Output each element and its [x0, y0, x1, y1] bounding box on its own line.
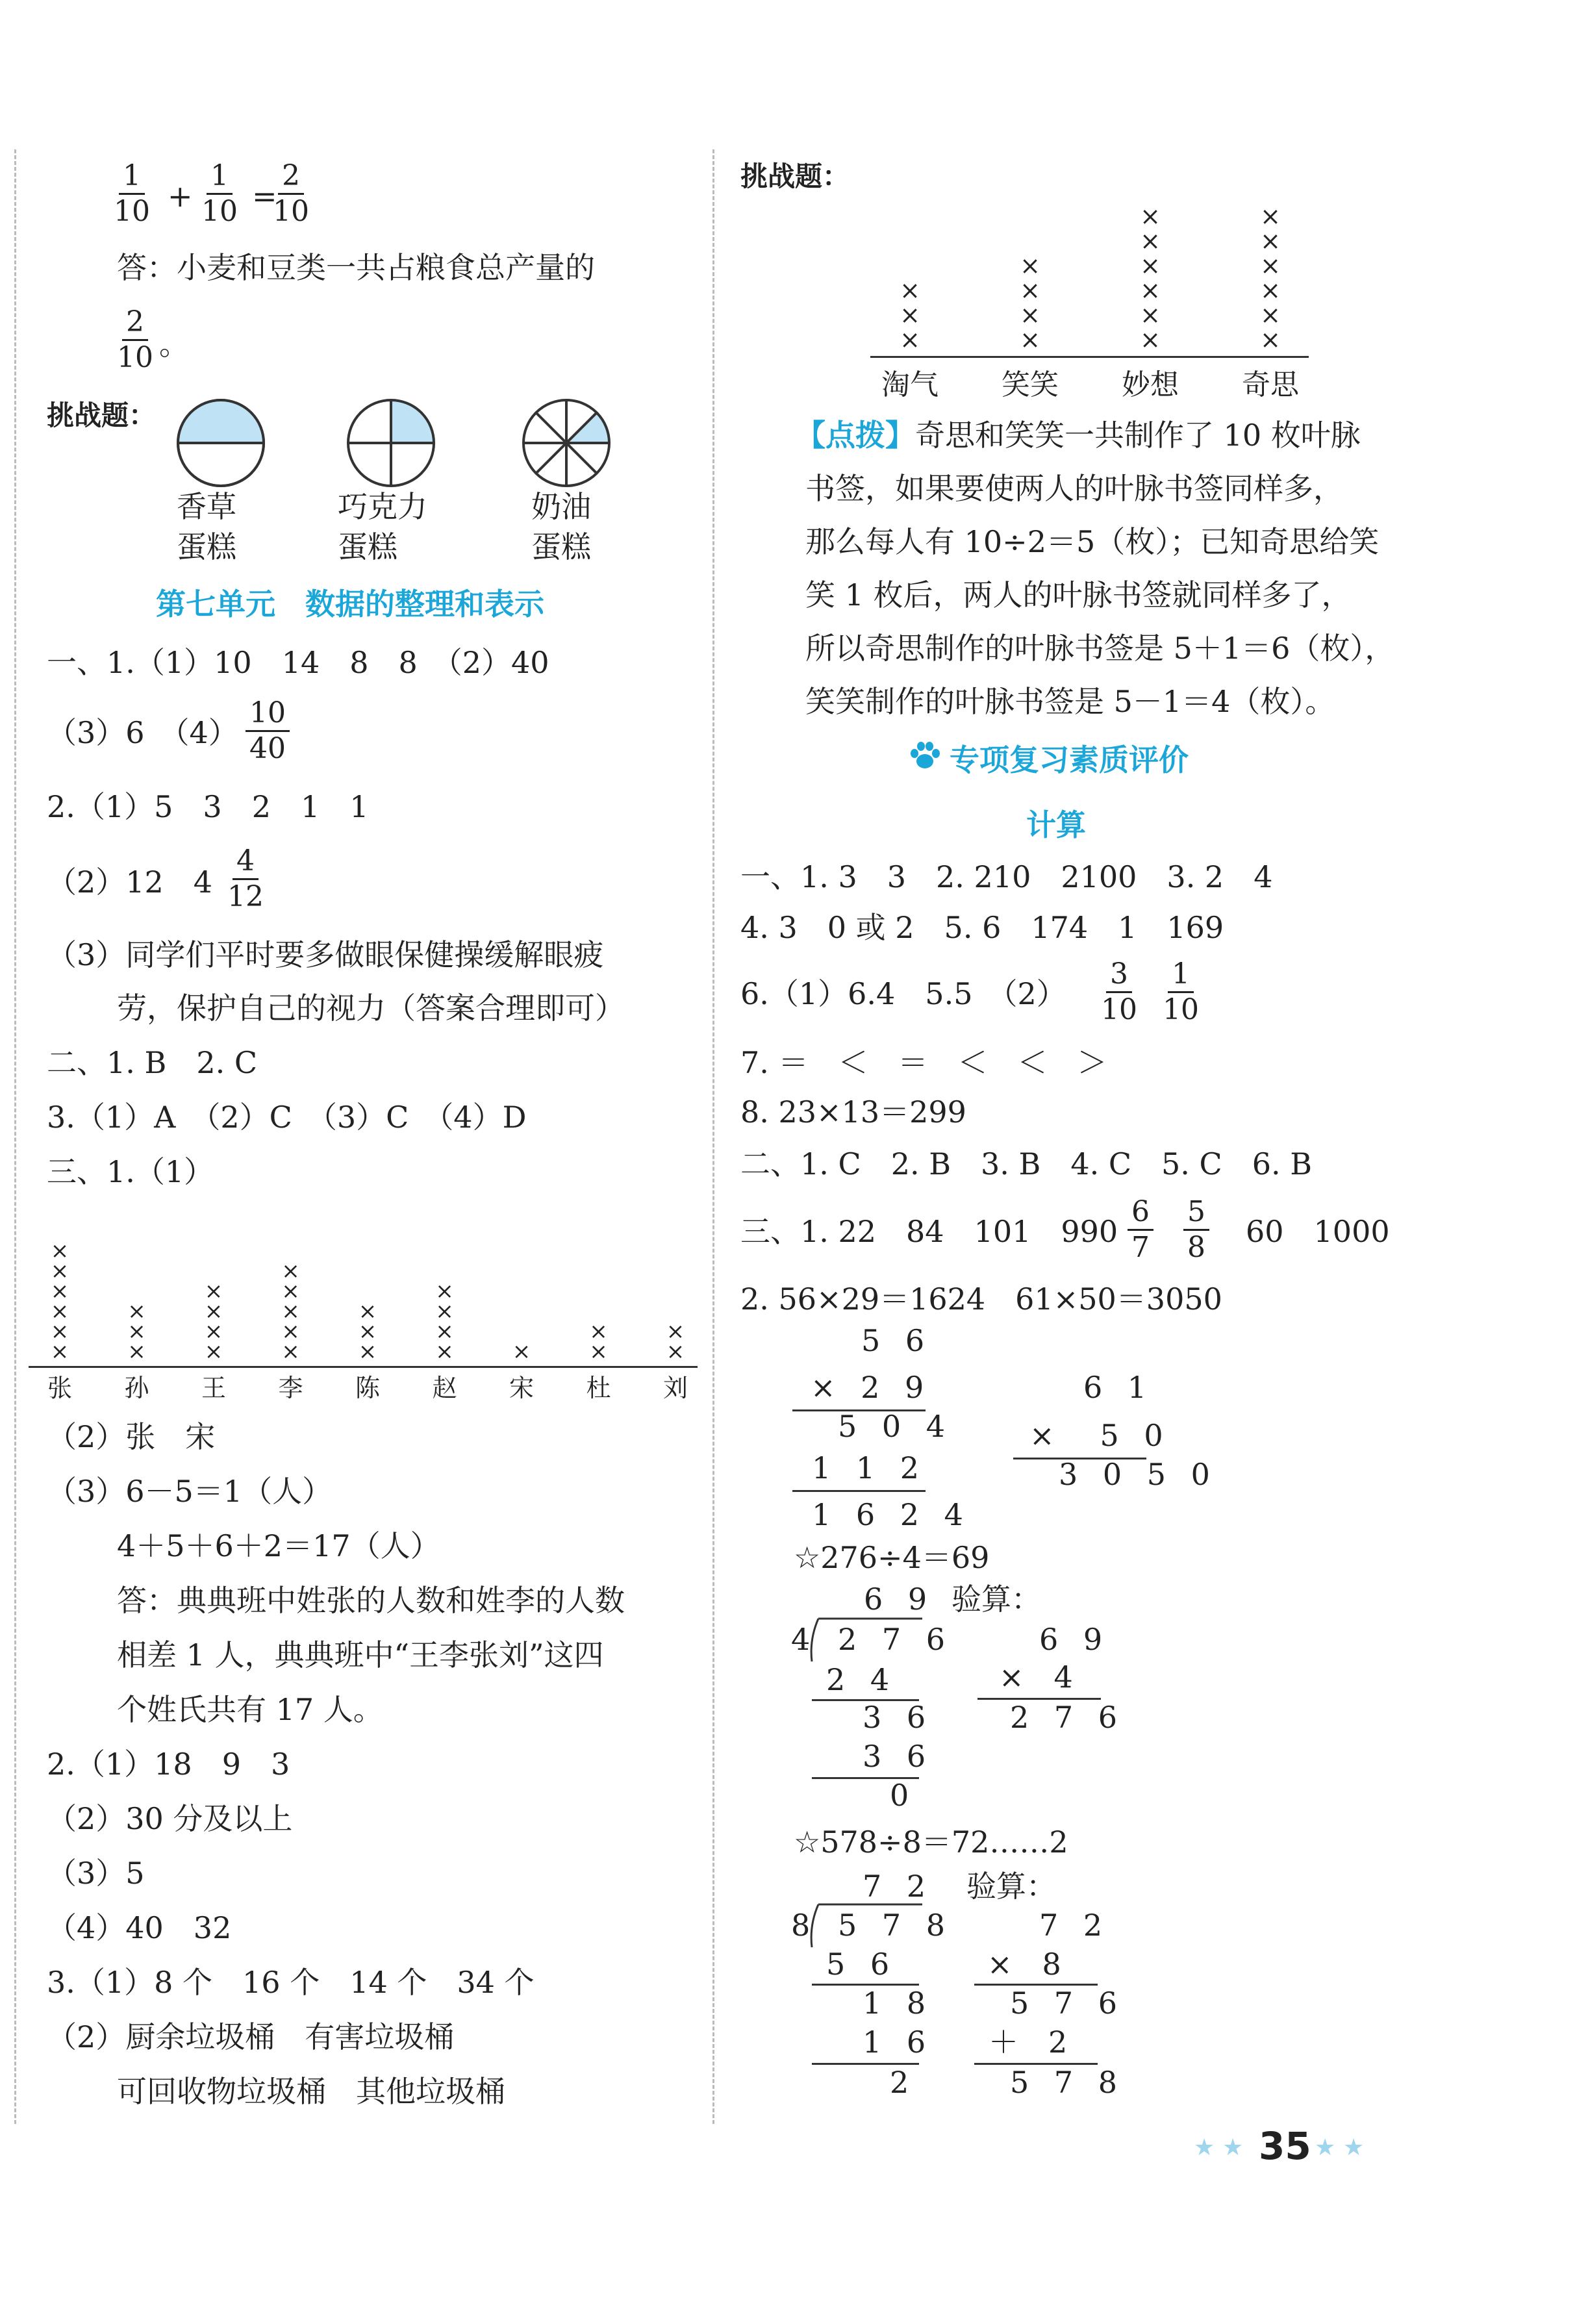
tally-column [278, 1258, 304, 1365]
answer-line: 一、1.（1）10 14 8 8 （2）40 [47, 645, 549, 680]
tally-mark: × [50, 1339, 69, 1365]
hint-line: 笑 1 枚后，两人的叶脉书签就同样多了， [805, 577, 1352, 613]
answer-line: （2）30 分及以上 [47, 1801, 293, 1836]
tally-column [662, 1319, 688, 1365]
check-label: 验算： [952, 1582, 1041, 1617]
answer-fraction: $\frac{10}{40}$ [246, 696, 290, 766]
tally-mark: × [281, 1258, 300, 1284]
tally-category-label: 妙想 [1122, 368, 1179, 401]
answer-line: 答：典典班中姓张的人数和姓李的人数 [117, 1583, 625, 1618]
star-icon: ★ [1222, 2134, 1244, 2161]
answer-fraction: $\frac{2}{10}$ [117, 305, 153, 374]
tally-category-label: 张 [47, 1374, 73, 1402]
tally-mark: × [281, 1319, 300, 1345]
tally-mark: × [204, 1298, 223, 1324]
left-margin-line [14, 149, 16, 2124]
tally-mark: × [204, 1319, 223, 1345]
tally-mark: × [1260, 301, 1281, 329]
check-label: 验算： [966, 1869, 1056, 1904]
answer-text: 答：小麦和豆类一共占粮食总产量的 [117, 250, 595, 285]
hint-line: 笑笑制作的叶脉书签是 5－1＝4（枚）。 [805, 684, 1335, 719]
tally-mark: × [1020, 276, 1040, 305]
hint-tag: 【点拨】 [796, 418, 915, 453]
answer-line: 二、1. C 2. B 3. B 4. C 5. C 6. B [740, 1146, 1313, 1181]
answer-line: （4）40 32 [47, 1910, 232, 1945]
fraction: $\frac{1}{10}$ [114, 159, 150, 228]
cake-label: 蛋糕 [531, 529, 591, 564]
tally-mark: × [1140, 325, 1161, 354]
answer-fraction: $\frac{3}{10}$ [1101, 957, 1137, 1026]
cake-label: 巧克力 [338, 489, 427, 524]
answer-line: 2.（1）18 9 3 [47, 1747, 290, 1782]
tally-column [124, 1298, 150, 1365]
answer-line: （3）同学们平时要多做眼保健操缓解眼疲 [47, 937, 604, 972]
answer-line: 7. ＝ ＜ ＝ ＜ ＜ ＞ [740, 1045, 1107, 1080]
tally-mark: × [900, 325, 920, 354]
answer-line: 2. 56×29＝1624 61×50＝3050 [740, 1282, 1222, 1317]
page-number: 35 [1259, 2124, 1311, 2168]
answer-line: （2）厨余垃圾桶 有害垃圾桶 [47, 2019, 455, 2054]
tally-mark: × [900, 301, 920, 329]
answer-line: 一、1. 3 3 2. 210 2100 3. 2 4 [740, 859, 1273, 894]
cake-label: 蛋糕 [338, 529, 397, 564]
tally-mark: × [50, 1298, 69, 1324]
answer-line: 4＋5＋6＋2＝17（人） [117, 1528, 440, 1563]
answer-line: （3）6－5＝1（人） [47, 1474, 333, 1509]
division-equation: ☆276÷4＝69 [794, 1540, 990, 1575]
answer-line: 三、1. 22 84 101 990 [740, 1214, 1118, 1249]
tally-category-label: 王 [201, 1374, 227, 1402]
tally-category-label: 刘 [663, 1374, 688, 1402]
answer-line: 可回收物垃圾桶 其他垃圾桶 [117, 2074, 505, 2109]
tally-mark: × [50, 1258, 69, 1284]
tally-category-label: 奇思 [1242, 368, 1299, 401]
tally-category-label: 赵 [432, 1374, 457, 1402]
answer-line: 6.（1）6.4 5.5 （2） [740, 976, 1066, 1011]
tally-mark: × [1140, 251, 1161, 280]
tally-column [509, 1339, 535, 1365]
period: 。 [159, 327, 189, 362]
fraction: $\frac{2}{10}$ [273, 159, 309, 228]
tally-mark: × [1020, 251, 1040, 280]
tally-mark: × [1140, 301, 1161, 329]
tally-category-label: 陈 [355, 1374, 381, 1402]
star-icon: ★ [1194, 2134, 1215, 2161]
tally-baseline [870, 356, 1309, 358]
answer-line: 4. 3 0 或 2 5. 6 174 1 169 [740, 910, 1224, 945]
answer-line: 3.（1）8 个 16 个 14 个 34 个 [47, 1965, 535, 2000]
tally-mark: × [1020, 325, 1040, 354]
tally-mark: × [900, 276, 920, 305]
tally-mark: × [281, 1298, 300, 1324]
tally-column [1257, 204, 1283, 352]
vanilla-cake-circle [175, 398, 266, 488]
plus-sign: + [168, 179, 193, 214]
tally-mark: × [127, 1319, 146, 1345]
tally-column [432, 1278, 458, 1365]
tally-mark: × [1140, 276, 1161, 305]
column-divider [712, 149, 714, 2124]
tally-baseline [29, 1366, 698, 1368]
tally-mark: × [589, 1319, 608, 1345]
cake-label: 奶油 [531, 489, 591, 524]
answer-line: 3.（1）A （2）C （3）C （4）D [47, 1100, 527, 1135]
tally-mark: × [204, 1339, 223, 1365]
tally-column [1017, 253, 1043, 352]
tally-column [355, 1298, 381, 1365]
answer-line: 60 1000 [1246, 1214, 1390, 1249]
tally-mark: × [281, 1339, 300, 1365]
tally-category-label: 李 [278, 1374, 303, 1402]
answer-line: 相差 1 人，典典班中“王李张刘”这四 [117, 1637, 604, 1673]
tally-mark: × [50, 1278, 69, 1304]
tally-mark: × [1260, 227, 1281, 255]
sub-title: 计算 [1026, 807, 1086, 842]
answer-fraction: $\frac{1}{10}$ [1163, 957, 1199, 1026]
tally-mark: × [204, 1278, 223, 1304]
tally-mark: × [1140, 202, 1161, 231]
answer-fraction: $\frac{4}{12}$ [227, 844, 264, 913]
tally-mark: × [1260, 276, 1281, 305]
hint-line: 所以奇思制作的叶脉书签是 5＋1＝6（枚）， [805, 631, 1395, 666]
hint-line: 【点拨】奇思和笑笑一共制作了 10 枚叶脉 [796, 418, 1361, 453]
tally-mark: × [358, 1339, 377, 1365]
tally-mark: × [127, 1298, 146, 1324]
fraction: $\frac{1}{10}$ [201, 159, 238, 228]
cake-label: 蛋糕 [177, 529, 236, 564]
tally-mark: × [666, 1319, 685, 1345]
cake-label: 香草 [177, 489, 236, 524]
tally-category-label: 孙 [124, 1374, 149, 1402]
chocolate-cake-circle [346, 398, 436, 488]
tally-mark: × [1260, 325, 1281, 354]
answer-line: 二、1. B 2. C [47, 1045, 258, 1080]
section-title: 专项复习素质评价 [950, 742, 1189, 777]
tally-mark: × [358, 1298, 377, 1324]
hint-line: 书签，如果要使两人的叶脉书签同样多， [805, 471, 1343, 506]
answer-line: 8. 23×13＝299 [740, 1094, 966, 1130]
tally-mark: × [435, 1278, 454, 1304]
division-equation: ☆578÷8＝72……2 [794, 1825, 1068, 1860]
paw-icon [908, 740, 942, 782]
answer-line: 劳，保护自己的视力（答案合理即可） [117, 991, 625, 1026]
tally-category-label: 杜 [586, 1374, 611, 1402]
tally-mark: × [1020, 301, 1040, 329]
tally-mark: × [358, 1319, 377, 1345]
answer-fraction: $\frac{6}{7}$ [1128, 1195, 1153, 1265]
tally-column [47, 1238, 73, 1365]
tally-column [1137, 204, 1163, 352]
tally-category-label: 笑笑 [1002, 368, 1059, 401]
answer-line: （3）5 [47, 1856, 145, 1891]
challenge-label: 挑战题： [47, 399, 157, 431]
tally-mark: × [512, 1339, 531, 1365]
answer-fraction: $\frac{5}{8}$ [1183, 1195, 1209, 1265]
cream-cake-circle [521, 398, 612, 488]
tally-mark: × [281, 1278, 300, 1304]
tally-column [201, 1278, 227, 1365]
tally-mark: × [435, 1298, 454, 1324]
hint-line: 那么每人有 10÷2＝5（枚）；已知奇思给笑 [805, 524, 1380, 559]
tally-mark: × [1140, 227, 1161, 255]
answer-line: （2）张 宋 [47, 1419, 216, 1454]
tally-column [897, 278, 923, 352]
tally-mark: × [50, 1238, 69, 1264]
unit-title: 第七单元 数据的整理和表示 [156, 587, 544, 622]
tally-mark: × [666, 1339, 685, 1365]
tally-mark: × [127, 1339, 146, 1365]
challenge-label: 挑战题： [740, 160, 850, 192]
answer-line: （2）12 4 [47, 865, 213, 900]
tally-mark: × [435, 1339, 454, 1365]
answer-line: （3）6 （4） [47, 715, 238, 750]
tally-mark: × [1260, 202, 1281, 231]
tally-column [586, 1319, 612, 1365]
answer-line: 个姓氏共有 17 人。 [117, 1692, 383, 1727]
tally-mark: × [589, 1339, 608, 1365]
tally-category-label: 宋 [509, 1374, 535, 1402]
star-icon: ★ [1315, 2134, 1336, 2161]
answer-line: 三、1.（1） [47, 1154, 214, 1189]
answer-line: 2.（1）5 3 2 1 1 [47, 789, 369, 824]
tally-mark: × [435, 1319, 454, 1345]
tally-mark: × [50, 1319, 69, 1345]
equals-sign: = [252, 179, 277, 214]
star-icon: ★ [1343, 2134, 1365, 2161]
tally-category-label: 淘气 [881, 368, 939, 401]
tally-mark: × [1260, 251, 1281, 280]
